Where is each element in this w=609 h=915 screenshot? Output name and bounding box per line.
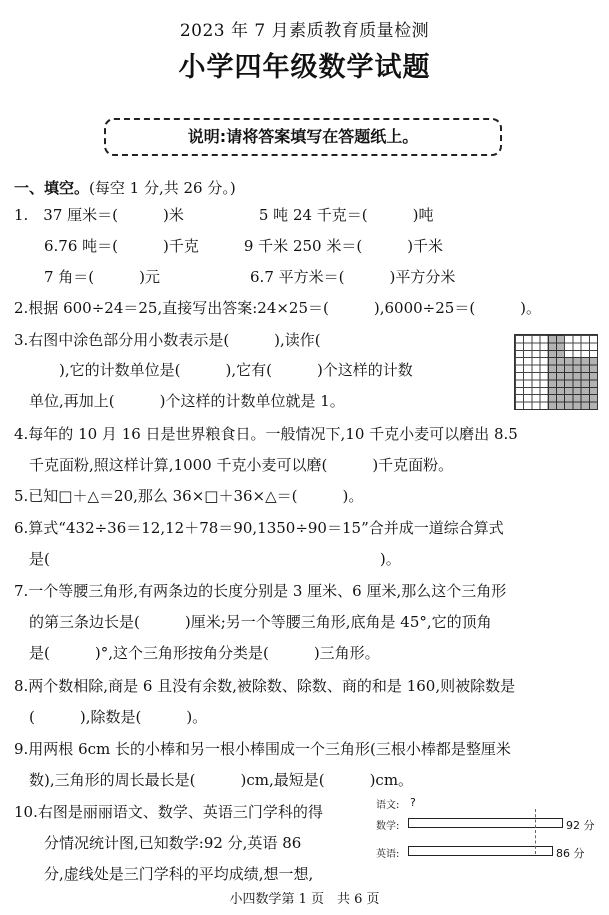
chart-bar-math xyxy=(408,818,563,828)
chart-value-label: 92 分 xyxy=(566,819,595,832)
question-line: 3.右图中涂色部分用小数表示是( ),读作( xyxy=(14,331,321,349)
chart-average-line xyxy=(535,809,536,854)
question-line: ),它的计数单位是( ),它有( )个这样的计数 xyxy=(14,361,413,379)
question-line: 单位,再加上( )个这样的计数单位就是 1。 xyxy=(14,392,345,410)
chart-category-label: 英语: xyxy=(376,849,400,860)
question-line: 9.用两根 6cm 长的小棒和另一根小棒围成一个三角形(三根小棒都是整厘米 xyxy=(14,740,511,758)
exam-subtitle: 小学四年级数学试题 xyxy=(178,52,431,83)
question-line: 10.右图是丽丽语文、数学、英语三门学科的得 xyxy=(14,803,323,821)
question-line: 4.每年的 10 月 16 日是世界粮食日。一般情况下,10 千克小麦可以磨出 8.5 xyxy=(14,425,518,443)
decimal-grid-figure xyxy=(514,334,598,410)
question-line: 分情况统计图,已知数学:92 分,英语 86 xyxy=(14,834,302,852)
question-line: 千克面粉,照这样计算,1000 千克小麦可以磨( )千克面粉。 xyxy=(14,456,454,474)
question-line: 7.一个等腰三角形,有两条边的长度分别是 3 厘米、6 厘米,那么这个三角形 xyxy=(14,582,507,600)
chart-category-label: 语文: xyxy=(376,800,400,811)
question-line: 数),三角形的周长最长是( )cm,最短是( )cm。 xyxy=(14,771,414,789)
question-line: 8.两个数相除,商是 6 且没有余数,被除数、除数、商的和是 160,则被除数是 xyxy=(14,677,516,695)
section-title: 一、填空。 xyxy=(14,179,90,197)
chart-bar-english xyxy=(408,846,553,856)
question-line: ( ),除数是( )。 xyxy=(14,708,208,726)
question-line: 7 角＝( )元 6.7 平方米＝( )平方分米 xyxy=(14,268,456,286)
section-score-note: (每空 1 分,共 26 分。) xyxy=(89,179,236,197)
grid-shaded-columns xyxy=(547,335,564,409)
question-line: 是( )。 xyxy=(14,550,401,568)
question-line: 1. 37 厘米＝( )米 5 吨 24 千克＝( )吨 xyxy=(14,206,434,224)
question-line: 分,虚线处是三门学科的平均成绩,想一想, xyxy=(14,865,314,883)
instruction-box: 说明:请将答案填写在答题纸上。 xyxy=(104,118,502,156)
exam-title: 2023 年 7 月素质教育质量检测 xyxy=(179,21,430,41)
score-bar-chart xyxy=(376,796,601,866)
question-line: 是( )°,这个三角形按角分类是( )三角形。 xyxy=(14,644,380,662)
grid-shaded-block xyxy=(564,357,597,409)
question-line: 5.已知□＋△＝20,那么 36×□＋36×△＝( )。 xyxy=(14,487,364,505)
chart-value-label: 86 分 xyxy=(556,847,585,860)
chart-category-label: 数学: xyxy=(376,821,400,832)
section-heading xyxy=(14,178,236,198)
question-line: 的第三条边长是( )厘米;另一个等腰三角形,底角是 45°,它的顶角 xyxy=(14,613,492,631)
question-line: 6.算式“432÷36＝12,12＋78＝90,1350÷90＝15”合并成一道综合算式 xyxy=(14,519,504,537)
page-footer: 小四数学第 1 页 共 6 页 xyxy=(229,892,380,907)
chart-value-label: ? xyxy=(410,796,416,809)
question-line: 6.76 吨＝( )千克 9 千米 250 米＝( )千米 xyxy=(14,237,444,255)
question-line: 2.根据 600÷24＝25,直接写出答案:24×25＝( ),6000÷25＝( )。 xyxy=(14,299,542,317)
